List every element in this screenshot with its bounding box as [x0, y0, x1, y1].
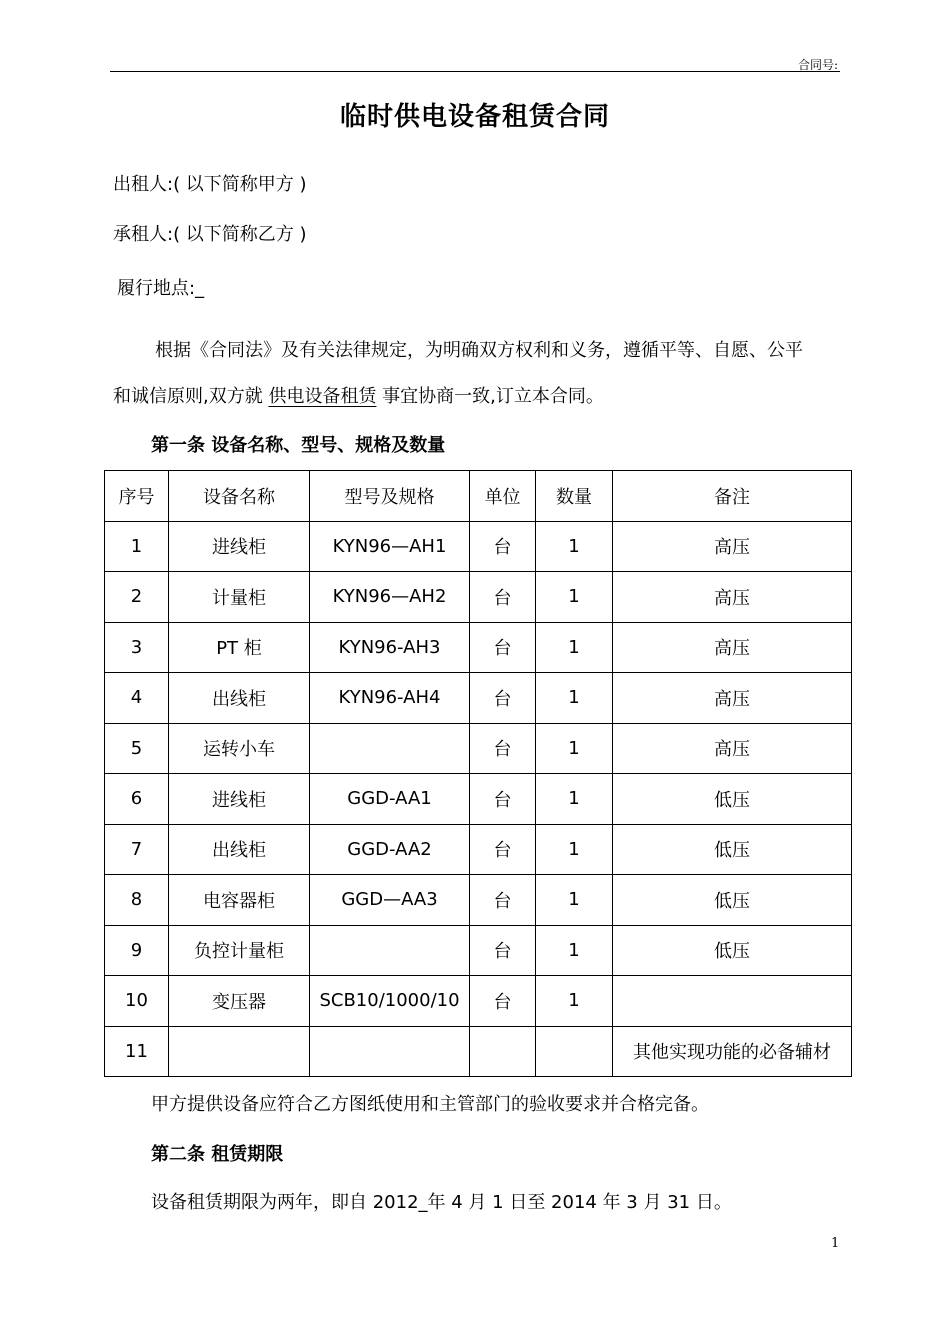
table-row	[105, 976, 852, 1027]
remark-cell: 高压	[613, 622, 852, 673]
unit-cell: 台	[470, 925, 536, 976]
table-header-row	[105, 471, 852, 522]
quantity-cell: 1	[536, 976, 613, 1027]
table-row	[105, 824, 852, 875]
unit-cell: 台	[470, 875, 536, 926]
quantity-cell: 1	[536, 774, 613, 825]
model-spec-cell: GGD-AA1	[310, 774, 470, 825]
unit-cell: 台	[470, 673, 536, 724]
table-row	[105, 1026, 852, 1077]
equipment-name-cell: 进线柜	[169, 521, 310, 572]
page-number: 1	[831, 1236, 840, 1251]
quantity-cell: 1	[536, 622, 613, 673]
unit-cell: 台	[470, 521, 536, 572]
row-index-cell: 10	[105, 976, 169, 1027]
unit-cell: 台	[470, 622, 536, 673]
table-row	[105, 925, 852, 976]
lessor-line: 出租人:( 以下简称甲方 )	[113, 174, 307, 195]
model-spec-cell	[310, 925, 470, 976]
remark-cell: 高压	[613, 572, 852, 623]
unit-cell: 台	[470, 572, 536, 623]
unit-cell: 台	[470, 723, 536, 774]
contract-number-label: 合同号:	[797, 58, 838, 72]
equipment-name-cell: 进线柜	[169, 774, 310, 825]
remark-cell: 低压	[613, 925, 852, 976]
article-1-heading: 第一条 设备名称、型号、规格及数量	[151, 435, 446, 456]
quantity-cell: 1	[536, 572, 613, 623]
model-spec-cell	[310, 1026, 470, 1077]
unit-cell: 台	[470, 774, 536, 825]
quantity-cell: 1	[536, 673, 613, 724]
row-index-cell: 8	[105, 875, 169, 926]
equipment-name-cell: 运转小车	[169, 723, 310, 774]
equipment-name-cell: PT 柜	[169, 622, 310, 673]
equipment-name-cell: 出线柜	[169, 673, 310, 724]
column-header-quantity: 数量	[536, 471, 613, 522]
model-spec-cell: GGD-AA2	[310, 824, 470, 875]
table-row	[105, 521, 852, 572]
header-rule	[110, 71, 840, 72]
equipment-name-cell: 出线柜	[169, 824, 310, 875]
model-spec-cell	[310, 723, 470, 774]
remark-cell: 低压	[613, 774, 852, 825]
unit-cell: 台	[470, 824, 536, 875]
article-1-note: 甲方提供设备应符合乙方图纸使用和主管部门的验收要求并合格完备。	[151, 1094, 709, 1115]
remark-cell: 高压	[613, 673, 852, 724]
equipment-table	[104, 470, 852, 1077]
remark-cell: 低压	[613, 875, 852, 926]
model-spec-cell: GGD—AA3	[310, 875, 470, 926]
model-spec-cell: KYN96—AH1	[310, 521, 470, 572]
table-row	[105, 572, 852, 623]
row-index-cell: 3	[105, 622, 169, 673]
column-header-remark: 备注	[613, 471, 852, 522]
row-index-cell: 4	[105, 673, 169, 724]
table-row	[105, 622, 852, 673]
model-spec-cell: SCB10/1000/10	[310, 976, 470, 1027]
quantity-cell: 1	[536, 824, 613, 875]
remark-cell: 高压	[613, 521, 852, 572]
equipment-name-cell: 变压器	[169, 976, 310, 1027]
model-spec-cell: KYN96-AH3	[310, 622, 470, 673]
remark-cell: 其他实现功能的必备辅材	[613, 1026, 852, 1077]
quantity-cell: 1	[536, 723, 613, 774]
row-index-cell: 6	[105, 774, 169, 825]
column-header-name: 设备名称	[169, 471, 310, 522]
table-row	[105, 774, 852, 825]
quantity-cell: 1	[536, 875, 613, 926]
row-index-cell: 9	[105, 925, 169, 976]
row-index-cell: 2	[105, 572, 169, 623]
intro-line-1: 根据《合同法》及有关法律规定，为明确双方权利和义务，遵循平等、自愿、公平	[155, 340, 803, 361]
row-index-cell: 1	[105, 521, 169, 572]
intro-line-2-start: 和诚信原则,双方就	[113, 386, 269, 407]
column-header-model: 型号及规格	[310, 471, 470, 522]
equipment-name-cell: 计量柜	[169, 572, 310, 623]
row-index-cell: 7	[105, 824, 169, 875]
row-index-cell: 11	[105, 1026, 169, 1077]
unit-cell: 台	[470, 976, 536, 1027]
intro-line-2	[113, 382, 604, 408]
remark-cell: 低压	[613, 824, 852, 875]
quantity-cell	[536, 1026, 613, 1077]
column-header-unit: 单位	[470, 471, 536, 522]
lease-term-text: 设备租赁期限为两年，即自 2012_年 4 月 1 日至 2014 年 3 月 31 日。	[151, 1192, 732, 1213]
intro-line-2-end: 事宜协商一致,订立本合同。	[376, 386, 604, 407]
equipment-name-cell: 电容器柜	[169, 875, 310, 926]
quantity-cell: 1	[536, 925, 613, 976]
document-title: 临时供电设备租赁合同	[339, 102, 610, 132]
quantity-cell: 1	[536, 521, 613, 572]
column-header-index: 序号	[105, 471, 169, 522]
equipment-name-cell: 负控计量柜	[169, 925, 310, 976]
article-2-heading: 第二条 租赁期限	[151, 1144, 284, 1165]
location-line: 履行地点:_	[117, 278, 205, 299]
model-spec-cell: KYN96-AH4	[310, 673, 470, 724]
remark-cell: 高压	[613, 723, 852, 774]
table-row	[105, 723, 852, 774]
contract-subject: 供电设备租赁	[268, 386, 377, 407]
row-index-cell: 5	[105, 723, 169, 774]
lessee-line: 承租人:( 以下简称乙方 )	[113, 224, 307, 245]
table-row	[105, 673, 852, 724]
table-row	[105, 875, 852, 926]
unit-cell	[470, 1026, 536, 1077]
remark-cell	[613, 976, 852, 1027]
model-spec-cell: KYN96—AH2	[310, 572, 470, 623]
equipment-name-cell	[169, 1026, 310, 1077]
